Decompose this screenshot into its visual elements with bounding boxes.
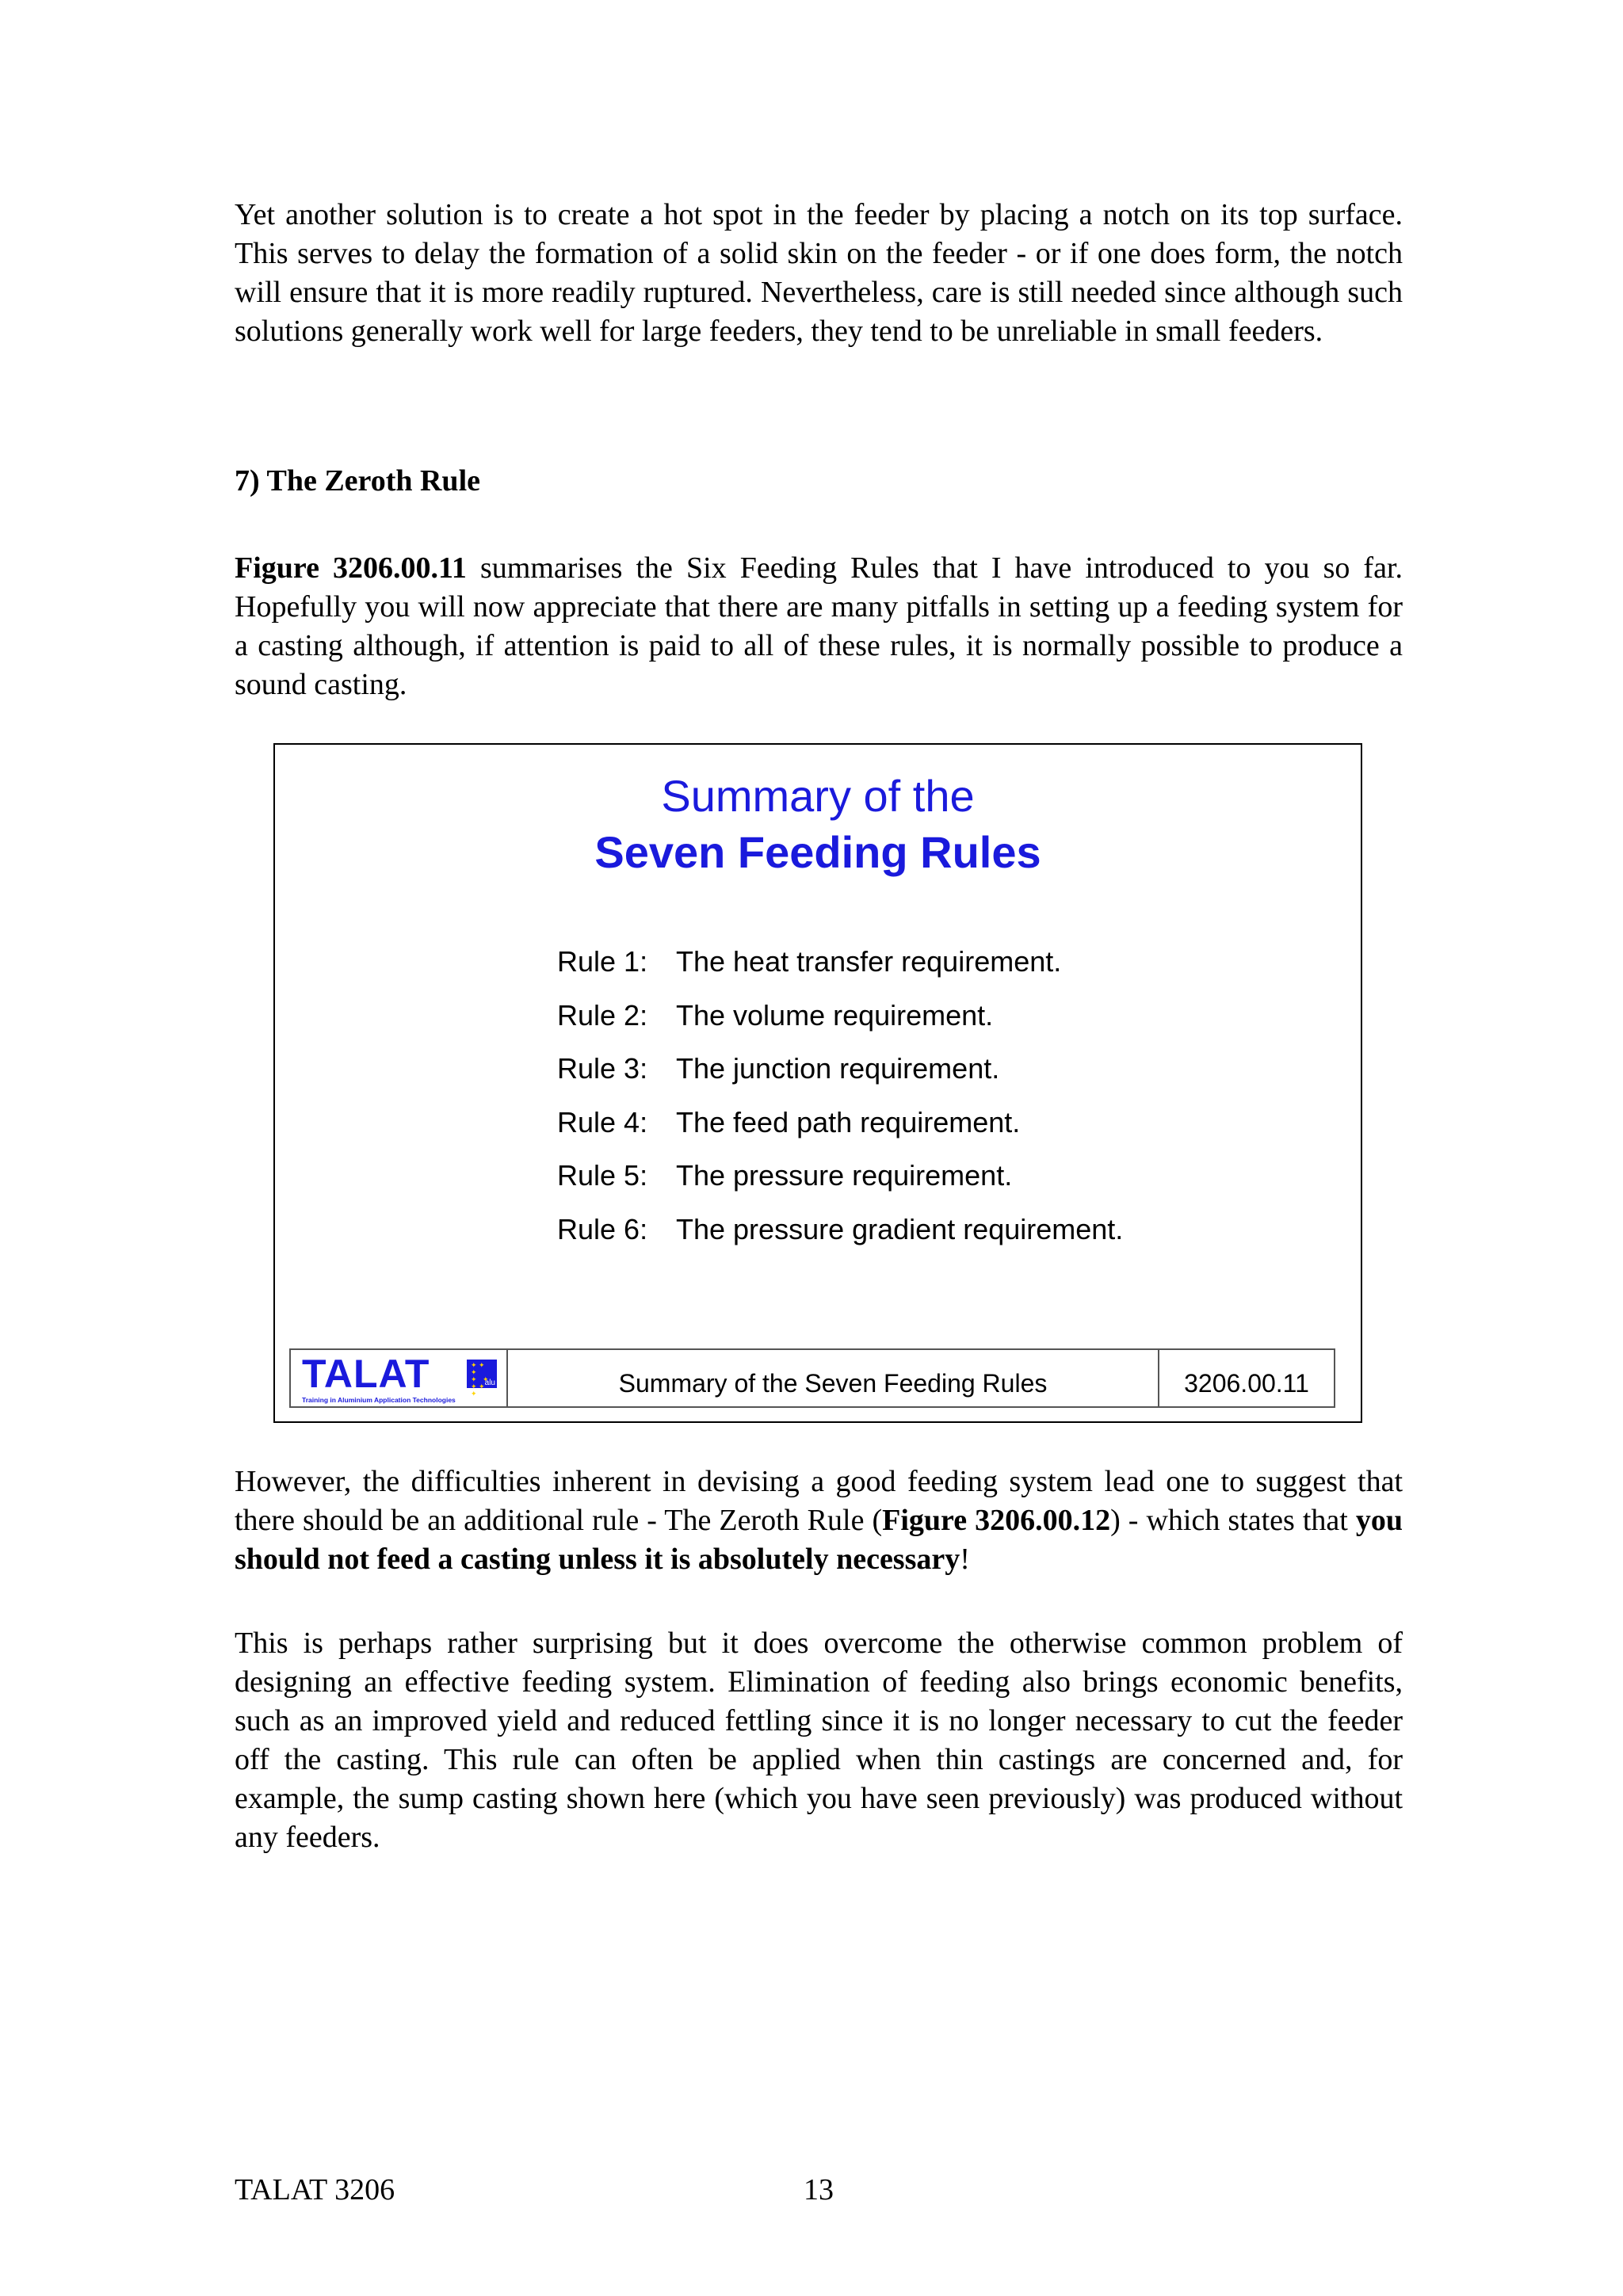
paragraph-part: !: [960, 1543, 970, 1576]
rule-item: [557, 1105, 1123, 1159]
page-number: 13: [804, 2173, 834, 2206]
document-id: TALAT 3206: [235, 2173, 395, 2206]
paragraph-benefits: This is perhaps rather surprising but it does overcome the otherwise common problem of designing an effective feeding system. Elimination of feeding also brings economic benefits, such as an improved yield and reduced fettling since it is no longer necessary to cut the feeder off the casting. This rule can often be applied when thin castings are concerned and, for example, the sump casting shown here (which you have seen previously) was produced without any feeders.: [235, 1627, 1403, 1854]
stars-icon: ✦ ✦ ✦ ✦ ✦ ✦ ✦ ✦: [471, 1361, 489, 1398]
rule-item: [557, 1212, 1123, 1266]
rule-number: Rule 1:: [557, 945, 648, 978]
figure-title-line2: Seven Feeding Rules: [594, 827, 1041, 877]
figure-summary-box: [273, 743, 1362, 1423]
logo-badge: alu: [484, 1379, 495, 1387]
rule-text: The feed path requirement.: [676, 1105, 1021, 1138]
logo-tagline: Training in Aluminium Application Technologies: [302, 1396, 456, 1404]
rule-text: The junction requirement.: [676, 1052, 1000, 1085]
paragraph-hot-spot: Yet another solution is to create a hot spot in the feeder by placing a notch on its top surface. This serves to delay the formation of a solid skin on the feeder - or if one does form, the notch will ensure that it is more readily ruptured. Nevertheless, care is still needed since although such solutions generally work well for large feeders, they tend to be unreliable in small feeders.: [235, 198, 1403, 348]
rule-number: Rule 3:: [557, 1052, 648, 1085]
rule-text: The pressure requirement.: [676, 1159, 1013, 1192]
figure-reference: Figure 3206.00.11: [235, 551, 467, 585]
rule-number: Rule 6:: [557, 1212, 648, 1245]
logo-wordmark: TALAT: [302, 1352, 430, 1396]
paragraph-part: However, the difficulties inherent in devising a good feeding system lead one to suggest that there should be an additional rule - The Zeroth Rule (: [235, 1465, 1403, 1537]
paragraph-part: ) - which states that: [1110, 1504, 1356, 1537]
rule-text: The volume requirement.: [676, 998, 994, 1032]
rules-list: [557, 944, 1123, 1265]
figure-caption: Summary of the Seven Feeding Rules: [508, 1350, 1159, 1406]
paragraph-summary: [235, 549, 1403, 704]
section-heading: 7) The Zeroth Rule: [235, 464, 480, 498]
emphasis-text: you should not feed a casting unless it is absolutely necessary: [235, 1504, 1403, 1576]
rule-number: Rule 4:: [557, 1105, 648, 1138]
paragraph-zeroth-rule: [235, 1463, 1403, 1579]
figure-footer: [289, 1348, 1335, 1408]
rule-item: [557, 1051, 1123, 1105]
rule-item: [557, 1158, 1123, 1212]
rule-item: [557, 944, 1123, 998]
paragraph-summary-text: summarises the Six Feeding Rules that I have introduced to you so far. Hopefully you will now appreciate that there are many pitfalls in setting up a feeding system for a casting although, if attention is paid to all of these rules, it is normally possible to produce a sound casting.: [235, 551, 1403, 701]
rule-item: [557, 998, 1123, 1052]
rule-text: The pressure gradient requirement.: [676, 1212, 1124, 1245]
talat-logo: [291, 1350, 508, 1406]
rule-number: Rule 5:: [557, 1159, 648, 1192]
figure-reference: Figure 3206.00.12: [882, 1504, 1111, 1537]
figure-title-line1: Summary of the: [661, 771, 975, 821]
rule-number: Rule 2:: [557, 998, 648, 1032]
figure-code: 3206.00.11: [1184, 1369, 1309, 1398]
eu-flag-icon: [467, 1360, 497, 1398]
rule-text: The heat transfer requirement.: [676, 945, 1062, 978]
